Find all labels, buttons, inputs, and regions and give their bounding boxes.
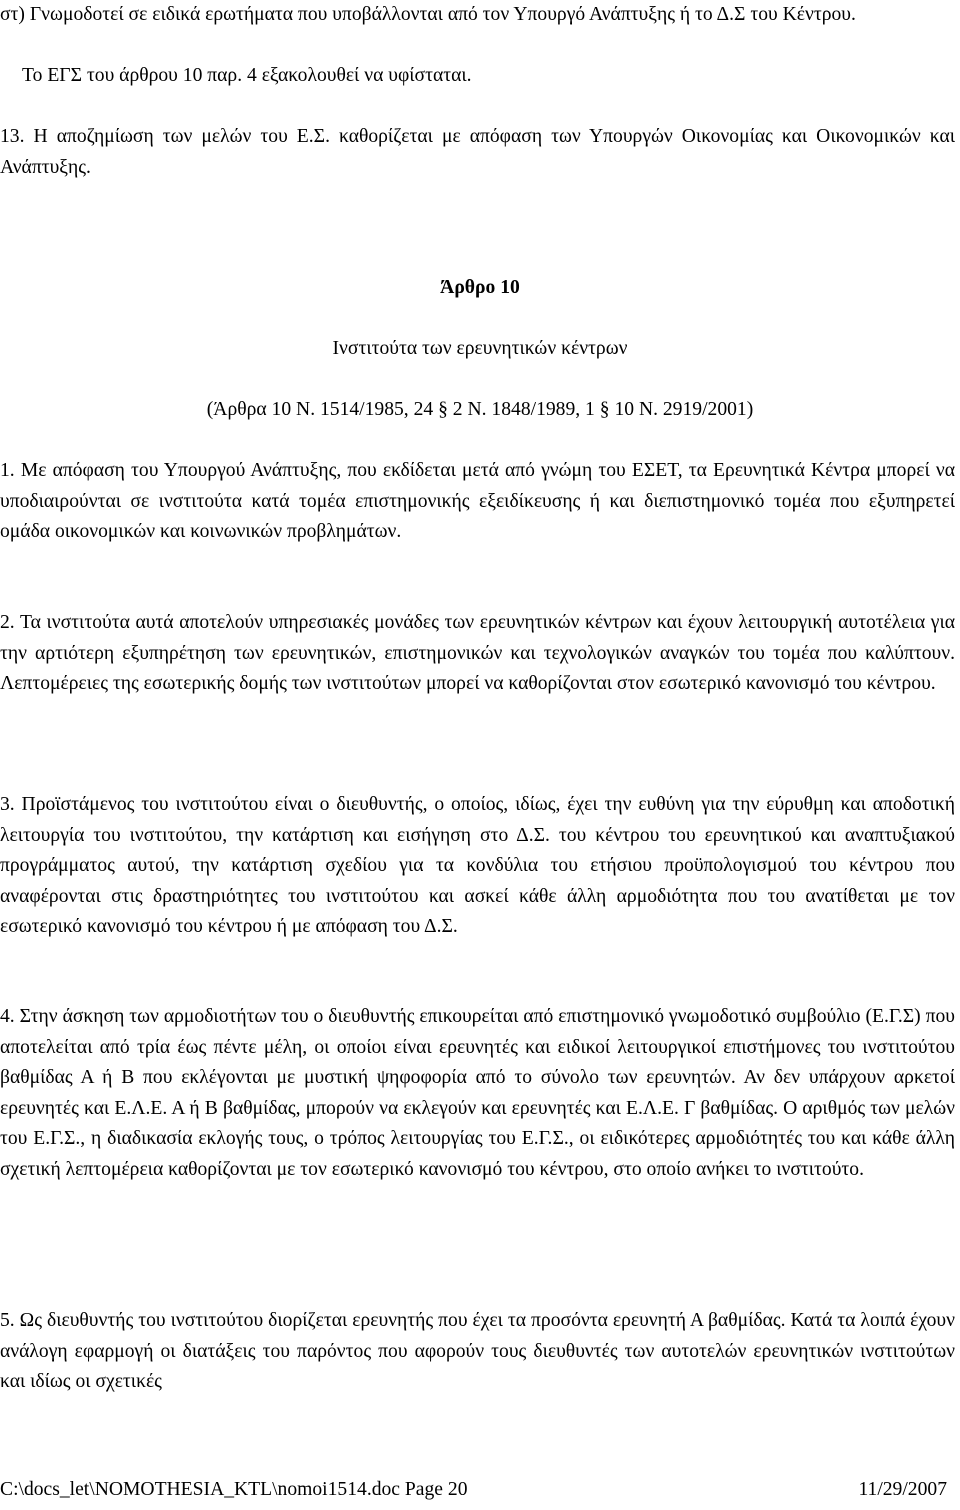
paragraph-2: 2. Τα ινστιτούτα αυτά αποτελούν υπηρεσιακές μονάδες των ερευνητικών κέντρων και έχουν λειτουργική αυτοτέλεια για την αρτιότερη εξυπηρέτηση των ερευνητικών, επιστημονικών και τεχνολογικών αναγκών του τομέα που καλύπτουν. Λεπτομέρειες της εσωτερικής δομής των ινστιτούτων μπορεί να καθορίζονται στον εσωτερικό κανονισμό του κέντρου. [0,612,955,694]
section-symbol-1: § [438,399,448,420]
paragraph-1: 1. Με απόφαση του Υπουργού Ανάπτυξης, που εκδίδεται μετά από γνώμη του ΕΣΕΤ, τα Ερευνητικά Κέντρα μπορεί να υποδιαιρούνται σε ινστιτούτα κατά τομέα επιστημονικής εξειδίκευσης ή και διεπιστημονικό τομέα που εξυπηρετεί ομάδα οικονομικών και κοινωνικών προβλημάτων. [0,460,955,542]
article-refs-part1: (Άρθρα 10 Ν. 1514/1985, 24 [206,399,439,420]
article-refs-part2: 2 Ν. 1848/1989, 1 [447,399,600,420]
paragraph-4: 4. Στην άσκηση των αρμοδιοτήτων του ο διευθυντής επικουρείται από επιστημονικό γνωμοδοτικό συμβούλιο (Ε.Γ.Σ) που αποτελείται από τρία έως πέντε μέλη, οι οποίοι είναι ερευνητές και ειδικοί λειτουργικοί επιστήμονες του ινστιτούτου βαθμίδας Α ή Β που εκλέγονται με μυστική ψηφοφορία από το σύνολο των ερευνητών. Αν δεν υπάρχουν αρκετοί ερευνητές και Ε.Λ.Ε. Α ή Β βαθμίδας, μπορούν να εκλεγούν και ερευνητές και Ε.Λ.Ε. Γ βαθμίδας. Ο αριθμός των μελών του Ε.Γ.Σ., η διαδικασία εκλογής τους, ο τρόπος λειτουργίας του Ε.Γ.Σ., οι ειδικότερες αρμοδιότητές του και κάθε άλλη σχετική λεπτομέρεια καθορίζονται με τον εσωτερικό κανονισμό του κέντρου, στο οποίο ανήκει το ινστιτούτο. [0,1006,955,1180]
footer-date: 11/29/2007 [858,1479,947,1500]
intro-item-st: στ) Γνωμοδοτεί σε ειδικά ερωτήματα που υποβάλλονται από τον Υπουργό Ανάπτυξης ή το Δ.Σ του Κέντρου. [0,4,856,25]
intro-item-13: 13. Η αποζημίωση των μελών του Ε.Σ. καθορίζεται με απόφαση των Υπουργών Οικονομίας και Οικονομικών και Ανάπτυξης. [0,126,955,178]
article-heading: Άρθρο 10 [440,277,520,298]
intro-note-esigma: Το ΕΓΣ του άρθρου 10 παρ. 4 εξακολουθεί να υφίσταται. [22,65,472,86]
page-footer [0,1475,955,1505]
footer-file-path: C:\docs_let\NOMOTHESIA_KTL\nomoi1514.doc Page 20 [0,1479,468,1500]
article-references [0,395,960,426]
article-title: Ινστιτούτα των ερευνητικών κέντρων [332,338,628,359]
article-refs-part3: 10 Ν. 2919/2001) [609,399,754,420]
paragraph-3: 3. Προϊστάμενος του ινστιτούτου είναι ο διευθυντής, ο οποίος, ιδίως, έχει την ευθύνη για την εύρυθμη και αποδοτική λειτουργία του ινστιτούτου, την κατάρτιση και εισήγηση στο Δ.Σ. του κέντρου του ερευνητικού και αναπτυξιακού προγράμματος αυτού, την κατάρτιση σχεδίου για τα κονδύλια του ετήσιου προϋπολογισμού του κέντρου που αναφέρονται στις δραστηριότητες του ινστιτούτου και ασκεί κάθε άλλη αρμοδιότητα που του ανατίθεται με τον εσωτερικό κανονισμό του κέντρου ή με απόφαση του Δ.Σ. [0,794,955,937]
section-symbol-2: § [599,399,610,420]
paragraph-5: 5. Ως διευθυντής του ινστιτούτου διορίζεται ερευνητής που έχει τα προσόντα ερευνητή Α βαθμίδας. Κατά τα λοιπά έχουν ανάλογη εφαρμογή οι διατάξεις του παρόντος που αφορούν τους διευθυντές των αυτοτελών ερευνητικών ινστιτούτων και ιδίως οι σχετικές [0,1310,955,1392]
